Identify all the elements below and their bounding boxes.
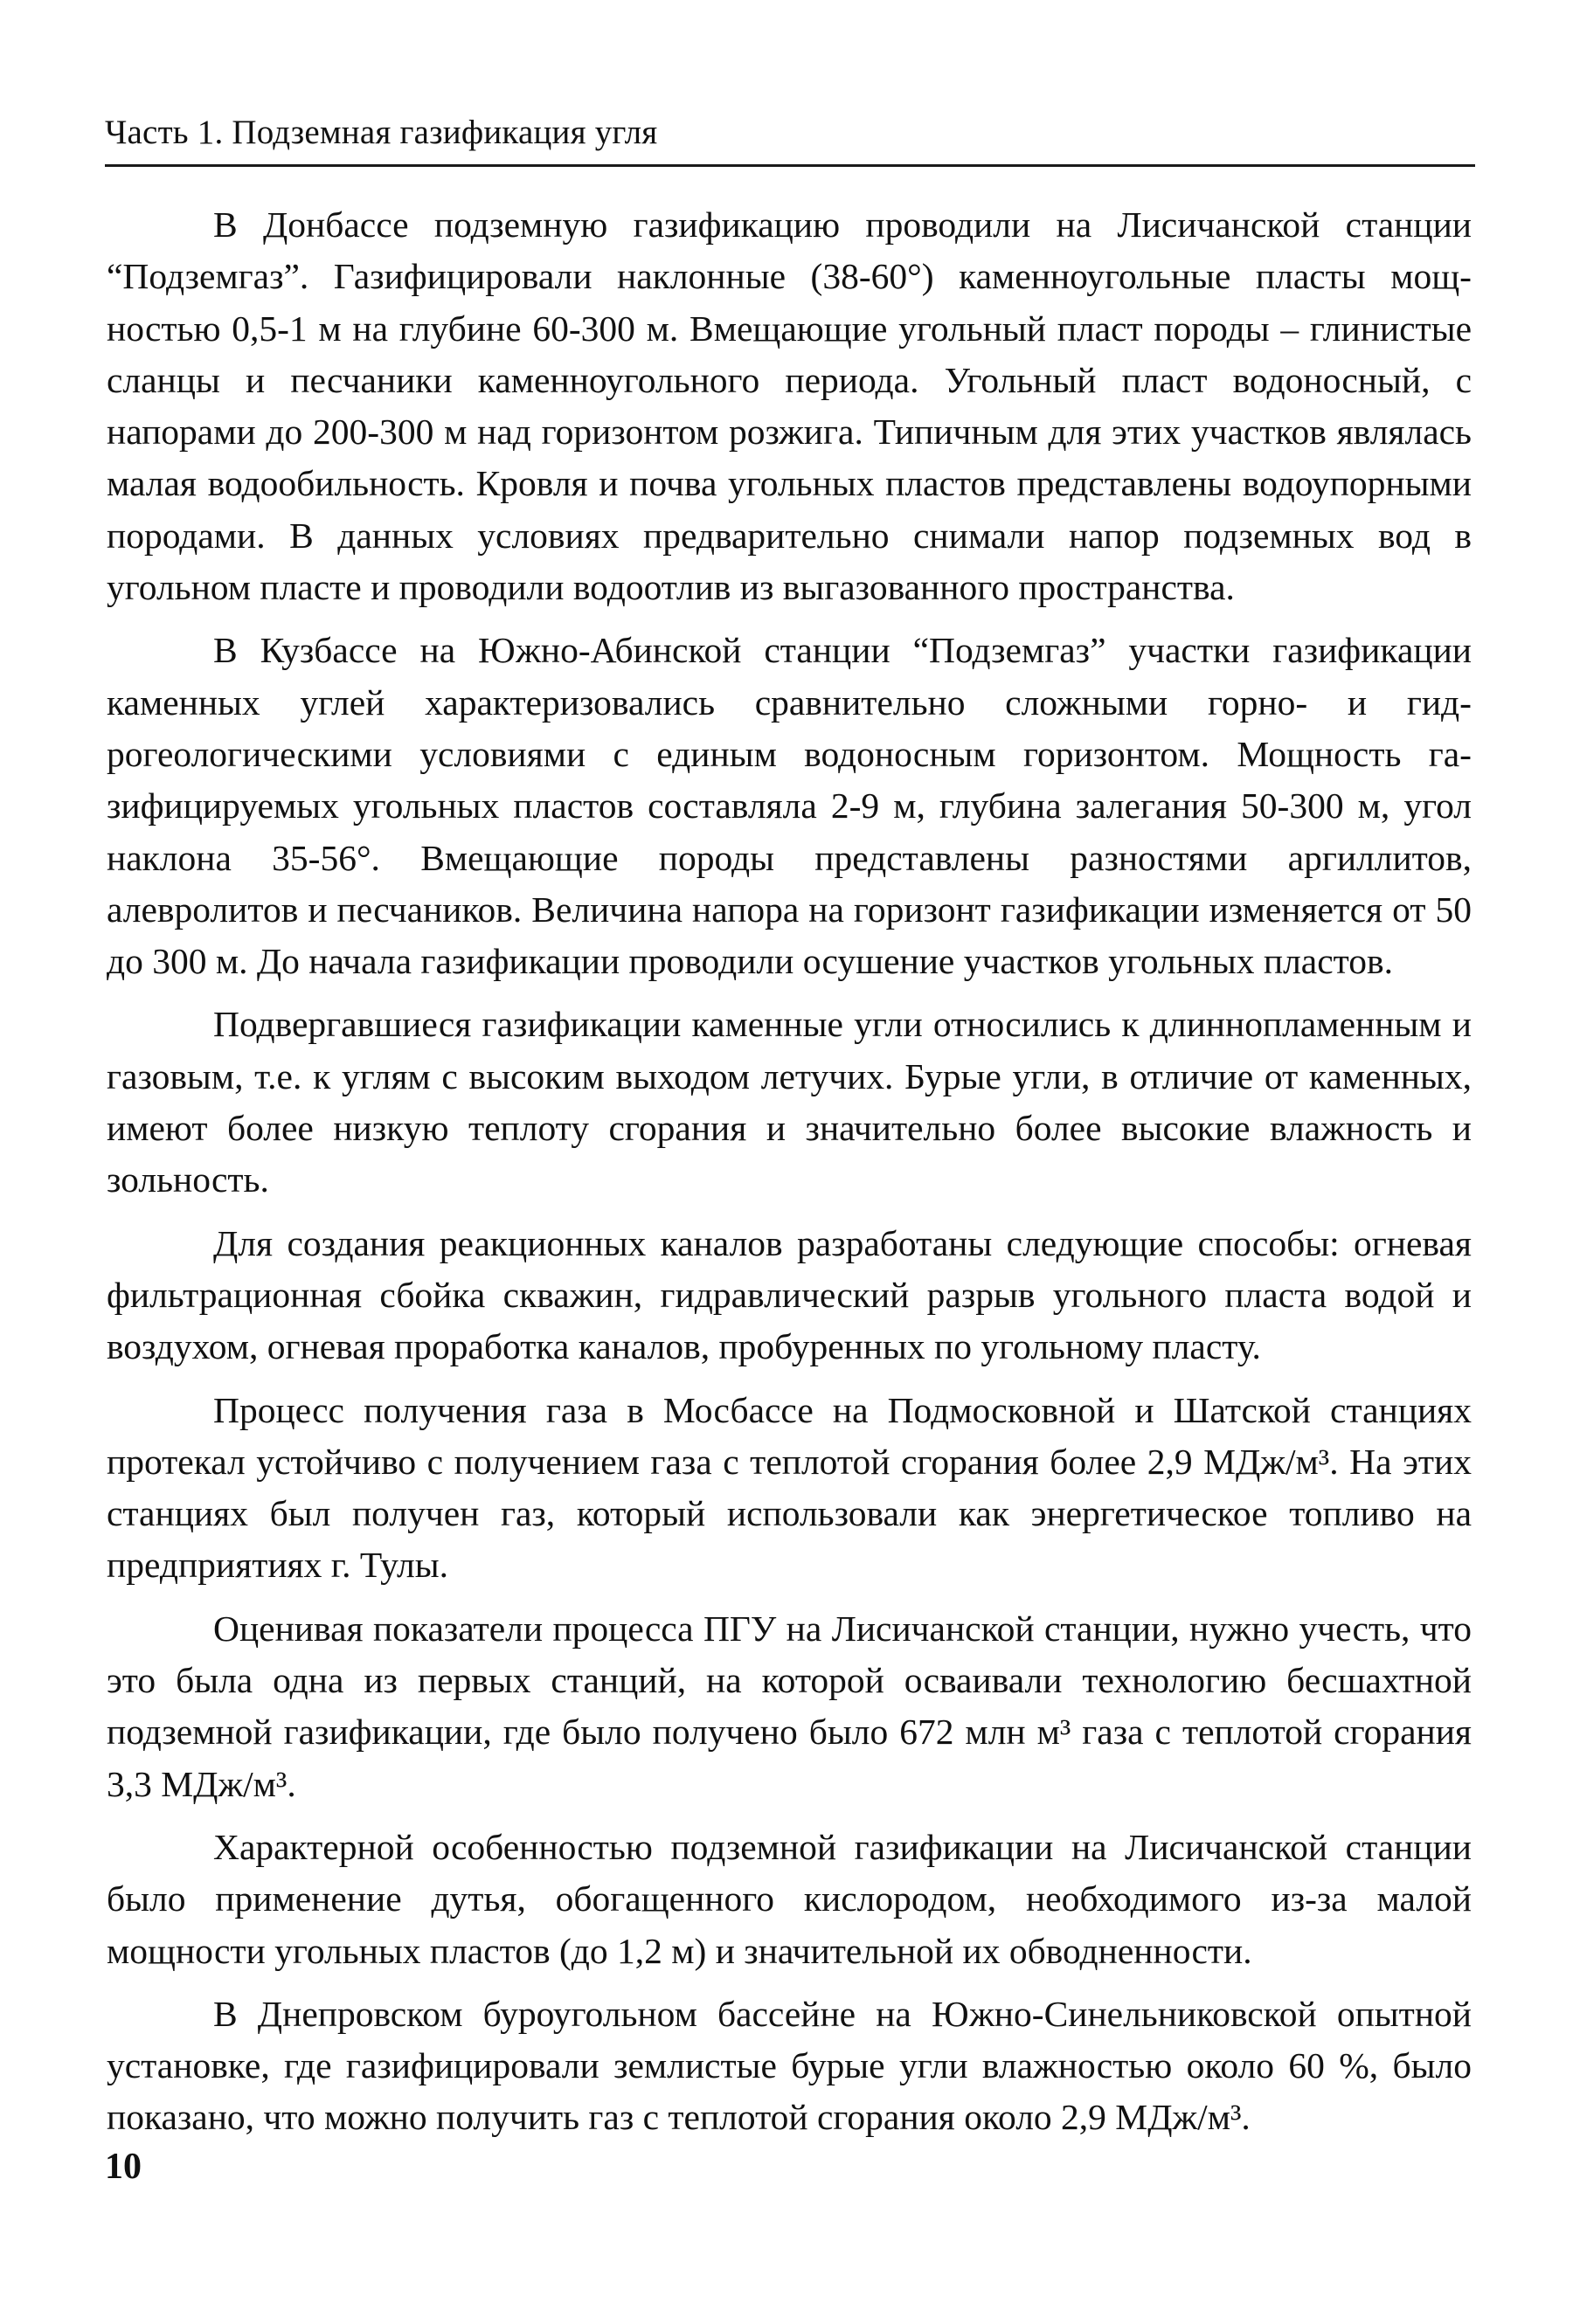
paragraph-mosbass: Процесс получения газа в Мосбассе на Подмосковной и Шатской станциях протекал устойчиво с получением газа с теплотой сгорания более 2,9 МДж/м³. На этих станциях был получен газ, который использовали как энергетическое топливо на предприятиях г. Тулы. xyxy=(107,1389,1472,1586)
paragraph-donbass: В Донбассе подземную газификацию проводили на Лисичанской станции “Подземгаз”. Газифицировали наклонные (38-60°) каменноугольные пласты мощностью 0,5-1 м на глубине 60-300 м. Вмещающие угольный пласт породы – глинистые сланцы и песчаники каменноугольного периода. Угольный пласт водоносный, с напорами до 200-300 м над горизонтом розжига. Типичным для этих участков являлась малая водообильность. Кровля и почва угольных пластов представлены водоупорными породами. В данных условиях предварительно снимали напор подземных вод в угольном пласте и проводили водоотлив из выгазованного пространства. xyxy=(107,204,1472,608)
paragraph-reaction-channels: Для создания реакционных каналов разработаны следующие способы: огневая фильтрационная сбойка скважин, гидравлический разрыв угольного пласта водой и воздухом, огневая проработка каналов, пробуренных по угольному пласту. xyxy=(107,1222,1472,1367)
paragraph-lisichansk-oxygen: Характерной особенностью подземной газификации на Лисичанской станции было применение дутья, обогащенного кислородом, необходимого из-за малой мощности угольных пластов (до 1,2 м) и значительной их обводненности. xyxy=(107,1826,1472,1971)
paragraph-dnieper: В Днепровском буроугольном бассейне на Южно-Синельниковской опытной установке, где газифицировали землистые бурые угли влажностью около 60 %, было показано, что можно получить газ с теплотой сгорания около 2,9 МДж/м³. xyxy=(107,1993,1472,2138)
page-number: 10 xyxy=(105,2147,142,2187)
paragraph-coal-types: Подвергавшиеся газификации каменные угли относились к длиннопламенным и газовым, т.е. к углям с высоким выходом летучих. Бурые угли, в отличие от каменных, имеют более низкую теплоту сгорания и значительно более высокие влажность и зольность. xyxy=(107,1004,1472,1200)
body-text xyxy=(107,199,1472,2144)
header-rule xyxy=(105,164,1475,167)
running-head-title: Часть 1. Подземная газификация угля xyxy=(105,114,658,151)
paragraph-lisichansk-indicators: Оценивая показатели процесса ПГУ на Лисичанской станции, нужно учесть, что это была одна из первых станций, на которой осваивали технологию бесшахтной подземной газификации, где было получено было 672 млн м³ газа с теплотой сгорания 3,3 МДж/м³. xyxy=(107,1608,1472,1804)
paragraph-kuzbass: В Кузбассе на Южно-Абинской станции “Подземгаз” участки газификации каменных углей характеризовались сравнительно сложными горно- и гидрогеологическими условиями с единым водоносным горизонтом. Мощность газифицируемых угольных пластов составляла 2-9 м, глубина залегания 50-300 м, угол наклона 35-56°. Вмещающие породы представлены разностями аргиллитов, алевролитов и песчаников. Величина напора на горизонт газификации изменяется от 50 до 300 м. До начала газификации проводили осушение участков угольных пластов. xyxy=(107,630,1472,982)
